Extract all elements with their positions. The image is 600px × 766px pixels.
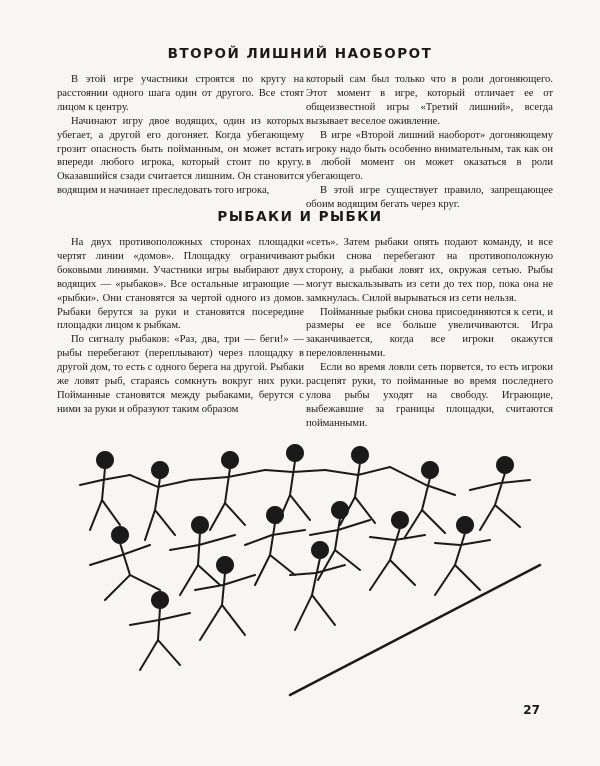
- paragraph: В этой игре существует правило, запрещающее обоим водящим бегать через круг.: [306, 185, 553, 211]
- child-figure: [130, 462, 190, 540]
- page-number: 27: [523, 703, 540, 717]
- paragraph: В этой игре участники строятся по кругу на расстоянии одного шага один от другого. Все стоят лицом к центру.: [57, 74, 304, 113]
- section-title-second-odd: ВТОРОЙ ЛИШНИЙ НАОБОРОТ: [167, 46, 433, 62]
- child-figure: [90, 527, 160, 600]
- section2-right-column: [306, 236, 553, 431]
- paragraph: «сеть». Затем рыбаки опять подают команду, и все рыбки снова перебегают на противоположную сторону, а рыбаки ловят их, окружая сетью. Рыбы могут выскальзывать из сети до тех пор, пока она не замкнулась. Силой вырываться из сети нельзя.: [306, 237, 553, 304]
- child-figure: [310, 502, 370, 580]
- child-figure: [80, 452, 130, 530]
- paragraph: На двух противоположных сторонах площадки чертят линии «домов». Площадку ограничивают боковыми линиями. Участники игры выбирают двух водящих — «рыбаков». Все остальные играющие — «рыбки». Они становятся за чертой одного из домов. Рыбаки берутся за руки и становятся посередине площадки лицом к рыбкам.: [57, 237, 304, 332]
- paragraph: Пойманные рыбки снова присоединяются к сети, и размеры ее все больше увеличиваются. Игра заканчивается, когда все игроки окажутся переловленными.: [306, 306, 553, 360]
- paragraph: В игре «Второй лишний наоборот» догоняющему игроку надо быть особенно внимательным, так как он в любой момент он может оказаться в роли убегающего.: [306, 129, 553, 183]
- section1-right-column: [306, 73, 553, 212]
- section2-left-column: [57, 236, 304, 417]
- paragraph: По сигналу рыбаков: «Раз, два, три — беги!» — рыбы перебегают (переплывают) через площадку в другой дом, то есть с одного берега на другой. Рыбаки же ловят рыб, стараясь сомкнуть вокруг них руки. Пойманные становятся между рыбаками, берутся с ними за руки и образуют таким образом: [57, 334, 304, 415]
- section-title-fishermen: РЫБАКИ И РЫБКИ: [217, 209, 383, 225]
- section1-left-column: [57, 73, 304, 198]
- children-playing-illustration: [50, 425, 560, 700]
- child-figure: [245, 507, 305, 585]
- child-figure: [290, 542, 345, 630]
- child-figure: [130, 592, 190, 670]
- child-figure: [370, 512, 425, 590]
- paragraph: Если во время ловли сеть порвется, то есть игроки расцепят руки, то пойманные во время последнего улова рыбы уходят на свободу. Играющие, выбежавшие за границы площадки, считаются пойманными.: [306, 362, 553, 429]
- child-figure: [470, 457, 530, 530]
- paragraph: Начинают игру двое водящих, один из которых убегает, а другой его догоняет. Когда убегающему грозит опасность быть пойманным, он может встать впереди любого игрока, который стоит по кругу. Оказавшийся сзади считается лишним. Он становится водящим и начинает преследовать того игрока,: [57, 115, 304, 197]
- paragraph: который сам был только что в роли догоняющего. Этот момент в игре, который отличает ее от общеизвестной игры «Третий лишний», всегда вызывает веселое оживление.: [306, 74, 553, 127]
